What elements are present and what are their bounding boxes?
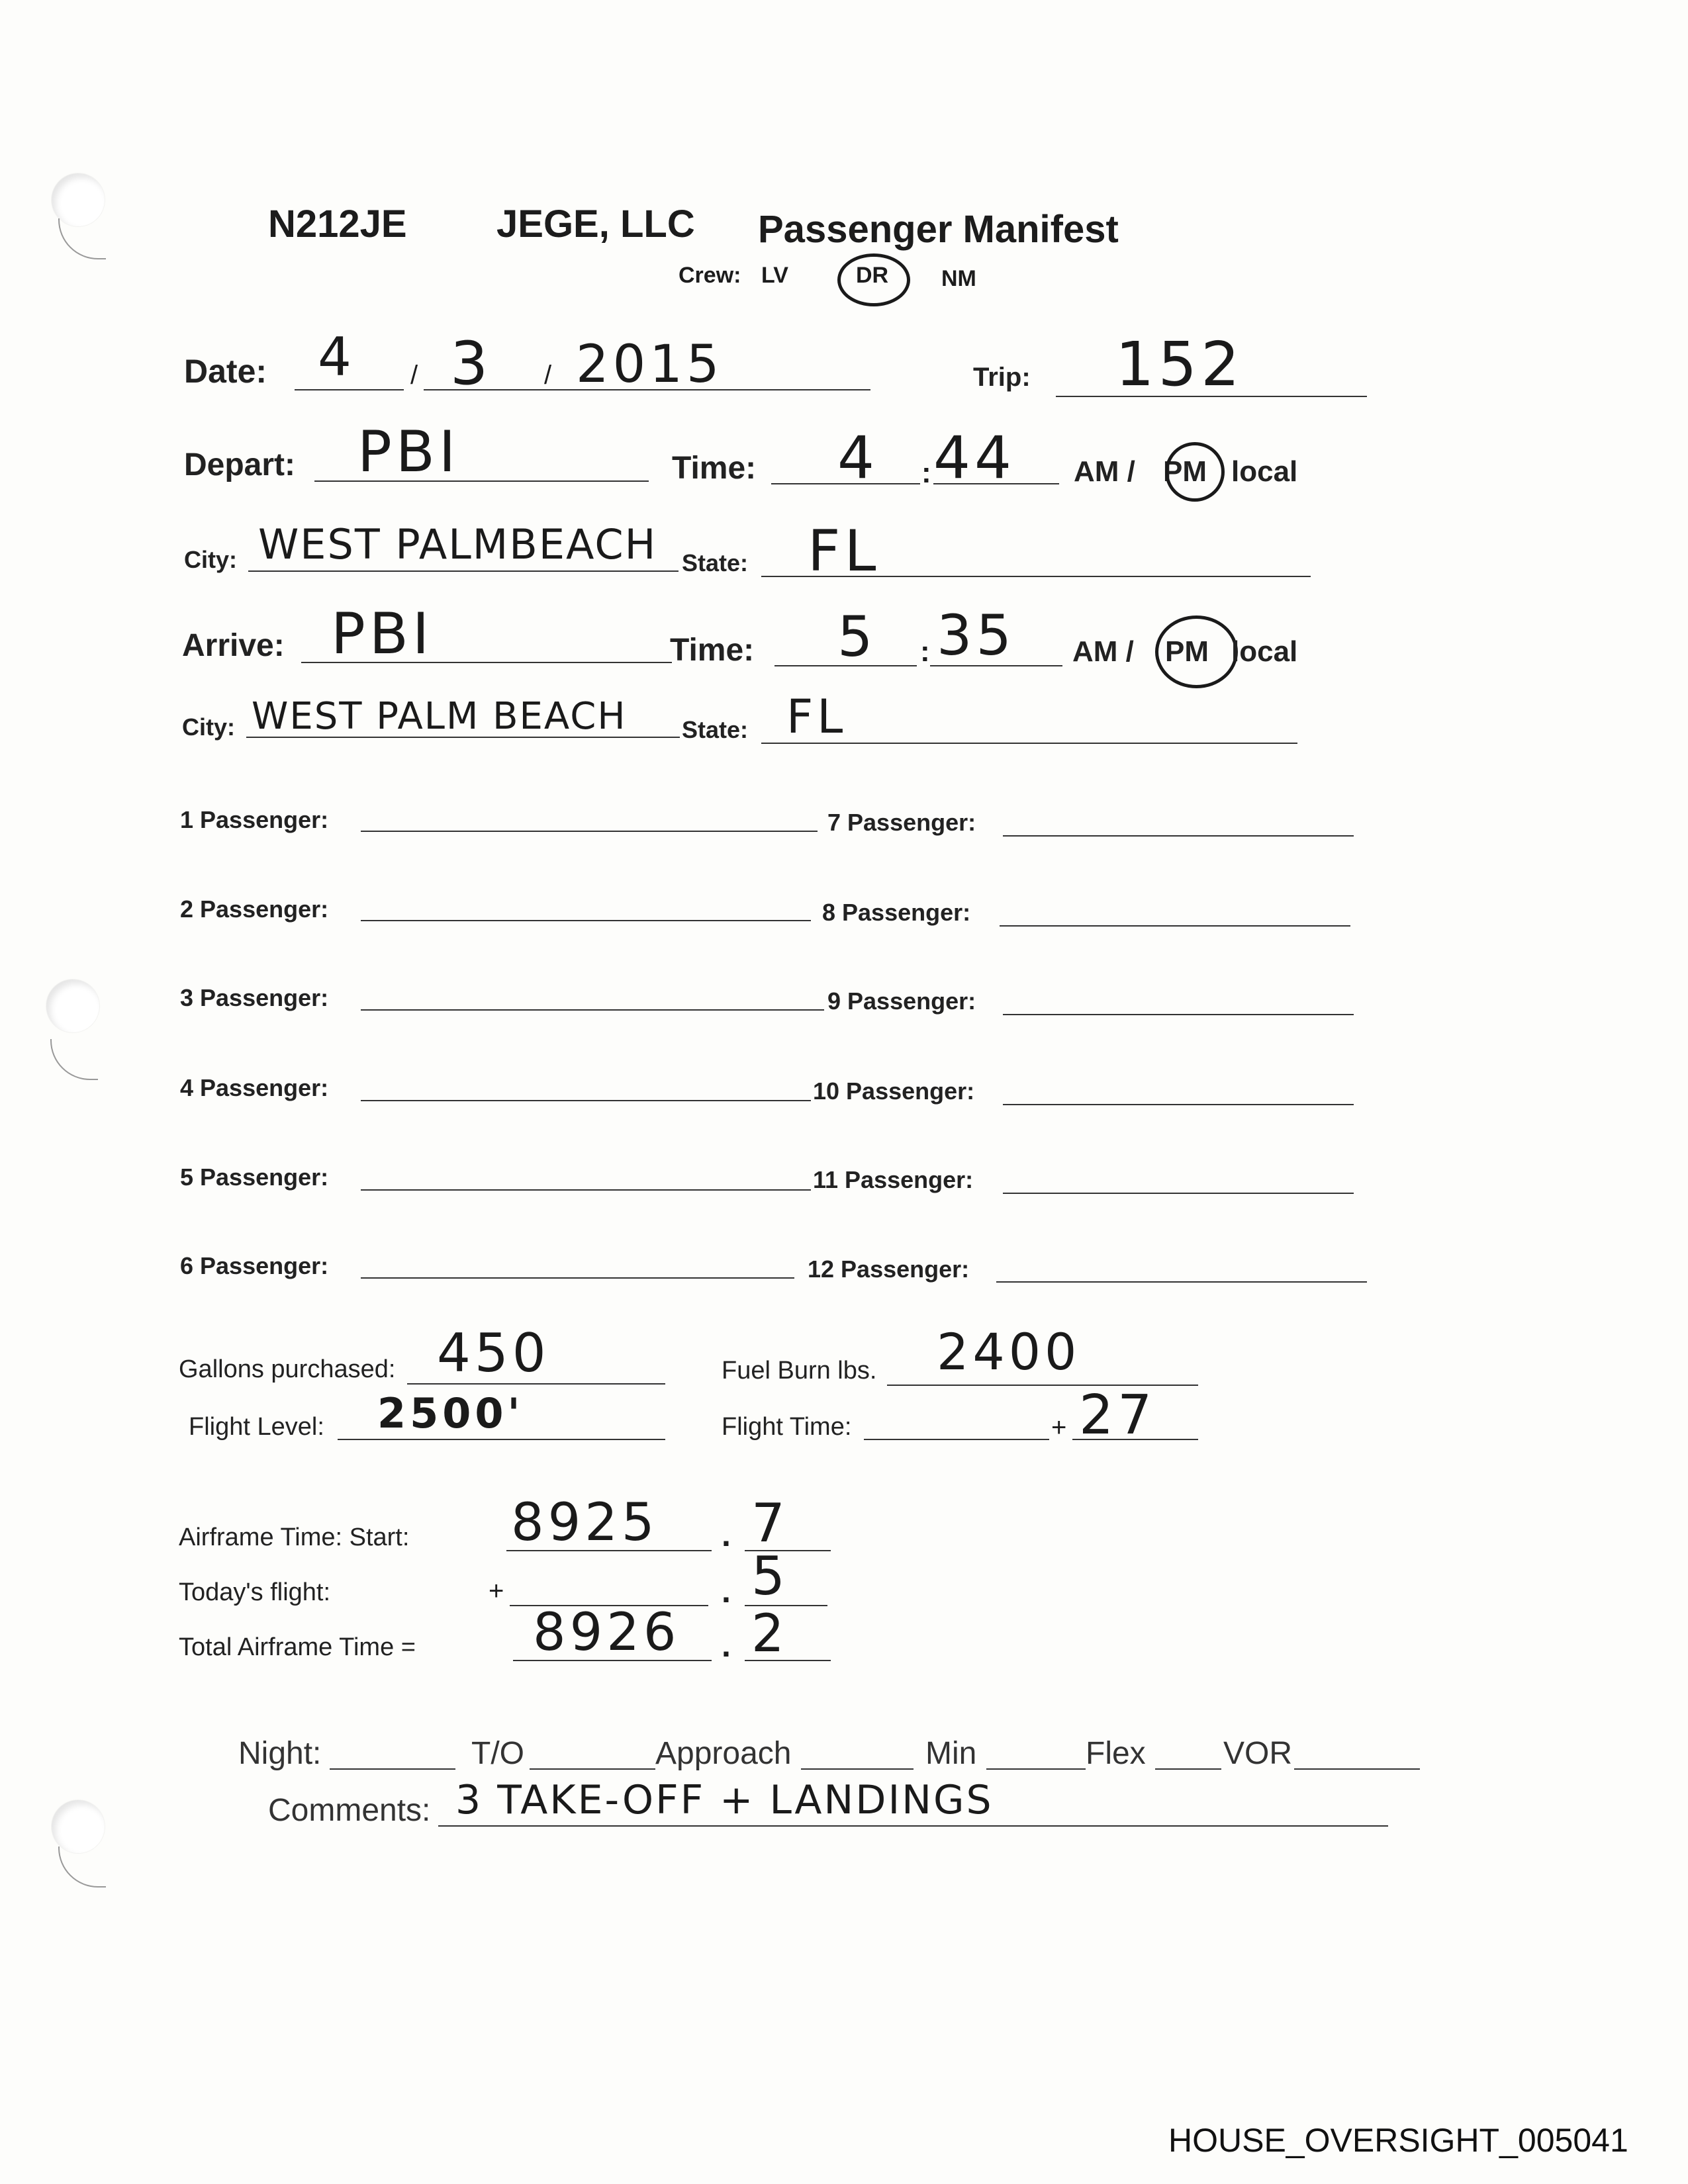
fuel-burn-label: Fuel Burn lbs.	[722, 1357, 877, 1385]
arrive-state-label: State:	[682, 716, 749, 743]
binder-hole-bottom-shadow	[58, 1846, 106, 1888]
flight-level-line	[338, 1439, 665, 1440]
depart-time-hour: 4	[837, 424, 878, 492]
binder-hole-bottom	[52, 1800, 105, 1853]
arrive-city-label: City:	[182, 713, 235, 741]
crew-selected-circle	[837, 253, 910, 306]
binder-hole-middle-shadow	[50, 1039, 98, 1080]
crew-option-lv: LV	[761, 263, 788, 288]
arrive-time-label: Time:	[670, 633, 755, 668]
date-separator-1: /	[410, 361, 418, 390]
approach-label: Approach	[655, 1736, 792, 1771]
arrive-pm-circle	[1155, 615, 1238, 688]
tail-number: N212JE	[268, 203, 407, 246]
passenger-label-9: 9 Passenger:	[827, 987, 976, 1015]
passenger-label-8: 8 Passenger:	[822, 899, 971, 926]
flight-time-line	[864, 1439, 1049, 1440]
company-name: JEGE, LLC	[496, 203, 695, 246]
depart-time-label: Time:	[672, 451, 757, 486]
night-label: Night:	[238, 1736, 322, 1771]
trip-label: Trip:	[973, 363, 1031, 392]
passenger-line-2[interactable]	[361, 920, 811, 921]
binder-hole-middle	[46, 979, 99, 1032]
depart-city-value: WEST PALMBEACH	[258, 520, 657, 569]
total-airframe-tenths: 2	[751, 1604, 788, 1664]
passenger-label-5: 5 Passenger:	[180, 1163, 329, 1191]
arrive-city-value: WEST PALM BEACH	[252, 695, 627, 738]
todays-flight-plus: +	[489, 1576, 504, 1606]
flight-level-value: 2500'	[377, 1389, 524, 1437]
depart-city-label: City:	[184, 546, 237, 573]
approach-line	[801, 1768, 914, 1770]
passenger-label-1: 1 Passenger:	[180, 806, 329, 833]
depart-city-line	[248, 570, 679, 572]
passenger-line-1[interactable]	[361, 831, 818, 832]
passenger-label-11: 11 Passenger:	[813, 1166, 974, 1193]
date-separator-2: /	[544, 361, 552, 390]
passenger-line-12[interactable]	[996, 1281, 1367, 1283]
gallons-value: 450	[437, 1322, 550, 1384]
passenger-label-7: 7 Passenger:	[827, 809, 976, 836]
trip-value: 152	[1115, 329, 1244, 400]
takeoff-label: T/O	[471, 1736, 524, 1771]
min-line	[986, 1768, 1086, 1770]
vor-line	[1294, 1768, 1420, 1770]
vor-label: VOR	[1223, 1736, 1293, 1771]
depart-state-value: FL	[808, 518, 880, 584]
binder-hole-top-shadow	[58, 218, 106, 259]
arrive-time-minute: 35	[937, 603, 1015, 668]
flex-label: Flex	[1086, 1736, 1146, 1771]
depart-ampm-pm: PM	[1163, 455, 1207, 488]
date-month-value: 4	[318, 326, 355, 388]
flight-time-value: 27	[1079, 1384, 1156, 1447]
depart-time-minute: 44	[933, 424, 1015, 492]
arrive-ampm-pm: PM	[1165, 635, 1209, 668]
flight-level-label: Flight Level:	[189, 1413, 324, 1441]
total-airframe-label: Total Airframe Time =	[179, 1633, 416, 1661]
arrive-label: Arrive:	[182, 628, 285, 663]
comments-value: 3 TAKE-OFF + LANDINGS	[455, 1777, 994, 1823]
arrive-time-colon: :	[920, 635, 930, 668]
bates-number: HOUSE_OVERSIGHT_005041	[1168, 2122, 1628, 2159]
passenger-label-6: 6 Passenger:	[180, 1252, 329, 1279]
todays-flight-dot: .	[722, 1572, 731, 1610]
arrive-time-hour: 5	[837, 604, 877, 669]
form-header	[268, 202, 1195, 301]
passenger-line-3[interactable]	[361, 1009, 824, 1011]
passenger-line-7[interactable]	[1003, 835, 1354, 837]
passenger-line-6[interactable]	[361, 1277, 794, 1279]
date-label: Date:	[184, 353, 267, 390]
airframe-start-tenths: 7	[751, 1492, 789, 1554]
depart-ampm-local: local	[1231, 455, 1298, 488]
passenger-line-5[interactable]	[361, 1189, 811, 1191]
passenger-line-11[interactable]	[1003, 1193, 1354, 1194]
arrive-ampm-local: local	[1231, 635, 1298, 668]
depart-label: Depart:	[184, 447, 296, 482]
airframe-start-whole: 8925	[511, 1493, 659, 1553]
depart-value: PBI	[357, 419, 460, 485]
passenger-label-3: 3 Passenger:	[180, 984, 329, 1011]
passenger-label-10: 10 Passenger:	[813, 1077, 975, 1105]
passenger-line-9[interactable]	[1003, 1014, 1354, 1015]
depart-time-colon: :	[921, 457, 931, 489]
arrive-state-value: FL	[786, 690, 847, 744]
passenger-line-8[interactable]	[1000, 925, 1350, 927]
min-label: Min	[925, 1736, 977, 1771]
passenger-label-2: 2 Passenger:	[180, 895, 329, 923]
date-month-line	[295, 389, 404, 390]
fuel-burn-value: 2400	[937, 1322, 1081, 1381]
flight-time-plus: +	[1051, 1413, 1067, 1442]
date-year-value: 2015	[576, 335, 724, 394]
form-title: Passenger Manifest	[758, 208, 1119, 251]
night-line	[330, 1768, 455, 1770]
crew-option-dr: DR	[856, 263, 889, 288]
arrive-value: PBI	[331, 601, 434, 667]
crew-label: Crew:	[679, 263, 741, 288]
arrive-ampm-am: AM /	[1072, 635, 1134, 668]
passenger-line-4[interactable]	[361, 1100, 811, 1101]
flex-line	[1155, 1768, 1221, 1770]
date-day-value: 3	[450, 329, 492, 398]
depart-ampm-am: AM /	[1074, 455, 1135, 488]
takeoff-line	[530, 1768, 655, 1770]
todays-flight-tenths: 5	[751, 1545, 789, 1607]
comments-label: Comments:	[268, 1793, 431, 1828]
airframe-start-dot: .	[722, 1516, 731, 1553]
comments-line	[438, 1825, 1388, 1827]
depart-pm-circle	[1165, 442, 1225, 502]
passenger-line-10[interactable]	[1003, 1104, 1354, 1105]
total-airframe-whole: 8926	[533, 1603, 680, 1662]
gallons-label: Gallons purchased:	[179, 1355, 396, 1383]
airframe-start-label: Airframe Time: Start:	[179, 1524, 410, 1551]
total-airframe-dot: .	[722, 1627, 731, 1664]
flight-time-label: Flight Time:	[722, 1413, 852, 1441]
passenger-label-12: 12 Passenger:	[808, 1255, 970, 1283]
todays-flight-label: Today's flight:	[179, 1578, 331, 1606]
passenger-label-4: 4 Passenger:	[180, 1074, 329, 1101]
depart-state-label: State:	[682, 549, 749, 576]
crew-option-nm: NM	[941, 266, 976, 291]
